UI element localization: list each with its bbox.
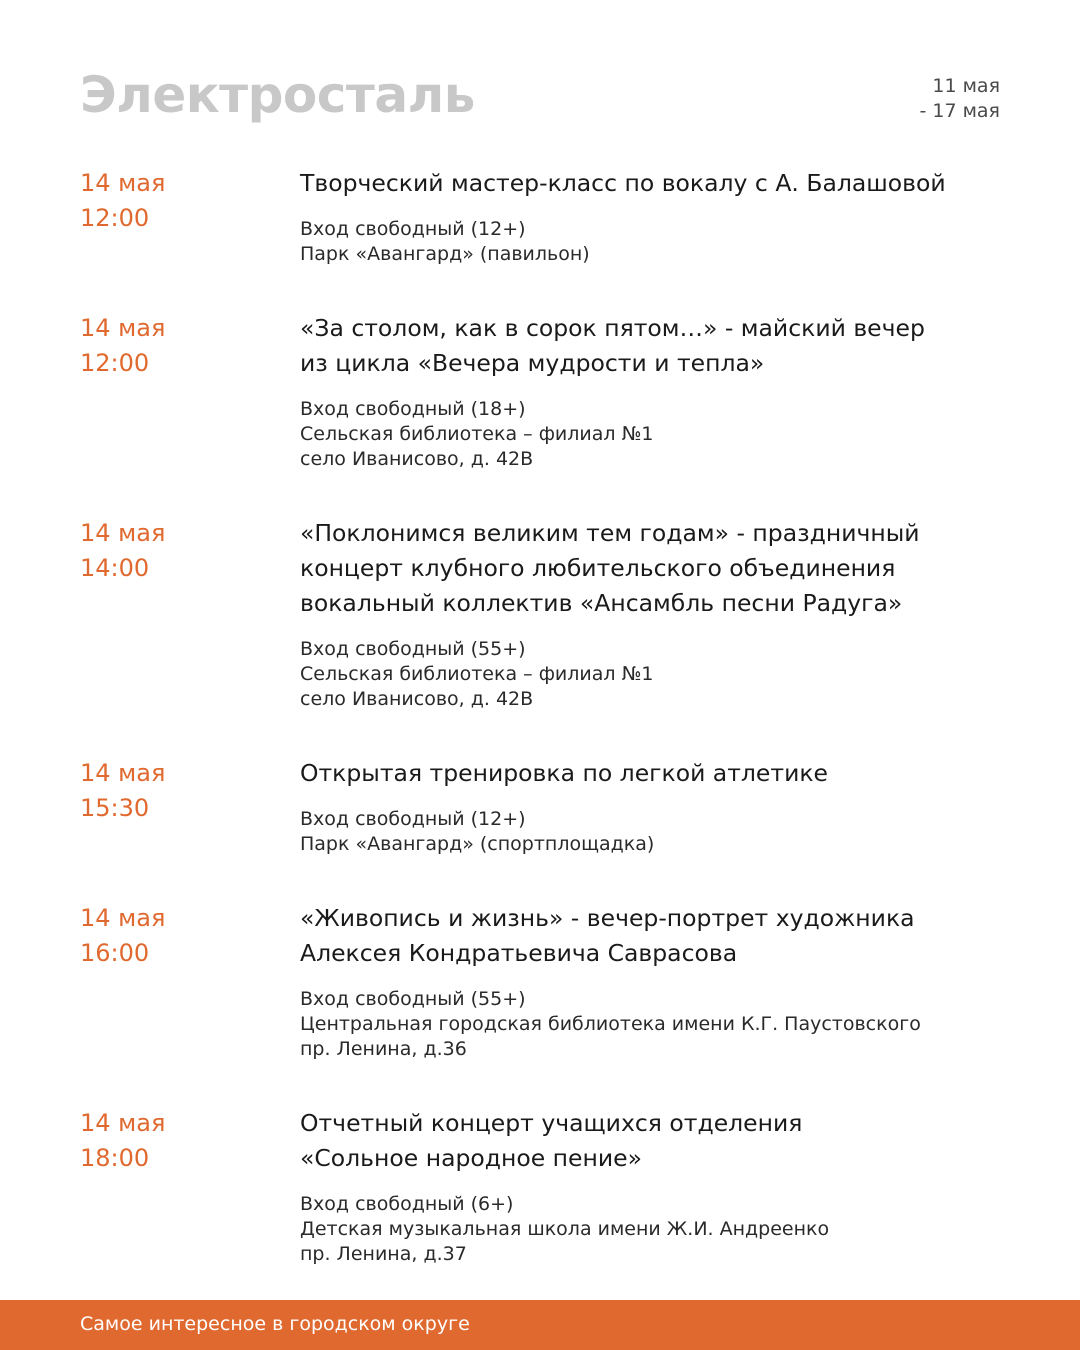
event-date: 14 мая bbox=[80, 519, 166, 547]
event-datetime bbox=[80, 516, 165, 586]
event-title bbox=[300, 166, 1000, 201]
event-content bbox=[300, 166, 1000, 267]
event-admission: Вход свободный (55+) bbox=[300, 638, 526, 660]
date-range-from: 11 мая bbox=[932, 75, 1000, 97]
event-title-line: «Поклонимся великим тем годам» - праздничный bbox=[300, 519, 920, 547]
event-time: 14:00 bbox=[80, 554, 150, 582]
event-title bbox=[300, 311, 1000, 381]
event-content bbox=[300, 1106, 1000, 1267]
event-title-line: «Сольное народное пение» bbox=[300, 1144, 642, 1172]
event-admission: Вход свободный (18+) bbox=[300, 398, 526, 420]
event-title-line: из цикла «Вечера мудрости и тепла» bbox=[300, 349, 765, 377]
event-datetime bbox=[80, 166, 165, 236]
event-location-line: Парк «Авангард» (спортплощадка) bbox=[300, 833, 655, 855]
event-title bbox=[300, 901, 1000, 971]
footer-bar bbox=[0, 1300, 1080, 1350]
event-title-line: «За столом, как в сорок пятом…» - майский вечер bbox=[300, 314, 925, 342]
event-details bbox=[300, 1192, 1000, 1267]
event-time: 12:00 bbox=[80, 204, 150, 232]
event-time: 15:30 bbox=[80, 794, 150, 822]
footer-text: Самое интересное в городском округе bbox=[80, 1313, 470, 1335]
event-location-line: Парк «Авангард» (павильон) bbox=[300, 243, 590, 265]
event-details bbox=[300, 807, 1000, 857]
event-admission: Вход свободный (12+) bbox=[300, 218, 526, 240]
event-datetime bbox=[80, 901, 165, 971]
event-title-line: вокальный коллектив «Ансамбль песни Радуга» bbox=[300, 589, 903, 617]
city-title: Электросталь bbox=[80, 66, 475, 124]
event-date: 14 мая bbox=[80, 314, 166, 342]
event-title-line: концерт клубного любительского объединения bbox=[300, 554, 896, 582]
event-location-line: Сельская библиотека – филиал №1 bbox=[300, 663, 654, 685]
event-location-line: Центральная городская библиотека имени К.Г. Паустовского bbox=[300, 1013, 921, 1035]
event-title bbox=[300, 1106, 1000, 1176]
event-time: 18:00 bbox=[80, 1144, 150, 1172]
date-range-to: - 17 мая bbox=[919, 100, 1000, 122]
event-datetime bbox=[80, 756, 165, 826]
event-location-line: Сельская библиотека – филиал №1 bbox=[300, 423, 654, 445]
event-admission: Вход свободный (55+) bbox=[300, 988, 526, 1010]
event-time: 16:00 bbox=[80, 939, 150, 967]
date-range bbox=[919, 74, 1000, 124]
event-datetime bbox=[80, 311, 165, 381]
event-location-line: пр. Ленина, д.36 bbox=[300, 1038, 467, 1060]
event-location-line: Детская музыкальная школа имени Ж.И. Андреенко bbox=[300, 1218, 830, 1240]
event-time: 12:00 bbox=[80, 349, 150, 377]
event-details bbox=[300, 397, 1000, 472]
event-content bbox=[300, 901, 1000, 1062]
event-details bbox=[300, 987, 1000, 1062]
event-date: 14 мая bbox=[80, 169, 166, 197]
event-title-line: Открытая тренировка по легкой атлетике bbox=[300, 759, 828, 787]
event-title-line: Алексея Кондратьевича Саврасова bbox=[300, 939, 738, 967]
event-content bbox=[300, 311, 1000, 472]
event-title-line: Творческий мастер-класс по вокалу с А. Балашовой bbox=[300, 169, 946, 197]
event-admission: Вход свободный (12+) bbox=[300, 808, 526, 830]
event-admission: Вход свободный (6+) bbox=[300, 1193, 514, 1215]
event-content bbox=[300, 516, 1000, 712]
event-content bbox=[300, 756, 1000, 857]
event-title bbox=[300, 516, 1000, 621]
event-title bbox=[300, 756, 1000, 791]
event-title-line: «Живопись и жизнь» - вечер-портрет художника bbox=[300, 904, 915, 932]
event-title-line: Отчетный концерт учащихся отделения bbox=[300, 1109, 803, 1137]
event-location-line: село Иванисово, д. 42В bbox=[300, 448, 534, 470]
event-date: 14 мая bbox=[80, 1109, 166, 1137]
event-datetime bbox=[80, 1106, 165, 1176]
event-details bbox=[300, 217, 1000, 267]
event-date: 14 мая bbox=[80, 759, 166, 787]
event-location-line: пр. Ленина, д.37 bbox=[300, 1243, 467, 1265]
event-location-line: село Иванисово, д. 42В bbox=[300, 688, 534, 710]
event-details bbox=[300, 637, 1000, 712]
event-date: 14 мая bbox=[80, 904, 166, 932]
